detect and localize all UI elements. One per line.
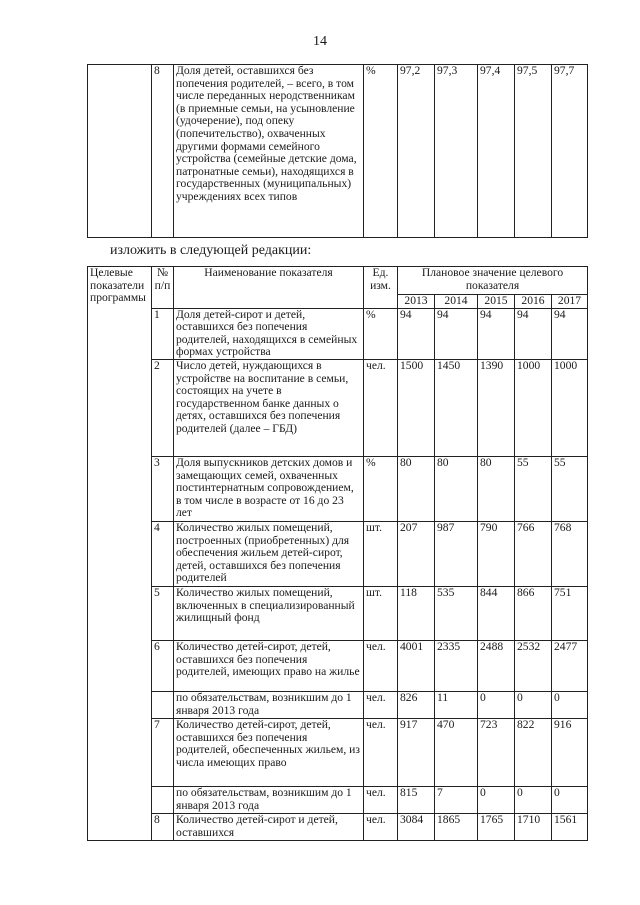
- value-2017: 94: [552, 308, 588, 359]
- value-2015: 97,4: [478, 65, 515, 238]
- value-2017: 97,7: [552, 65, 588, 238]
- value-2014: 7: [435, 786, 478, 813]
- value-2013: 207: [398, 521, 435, 586]
- table-row: [88, 691, 588, 718]
- value-2013: 826: [398, 691, 435, 718]
- header-year-2016: 2016: [515, 295, 552, 309]
- header-row: [88, 267, 588, 295]
- value-2013: 118: [398, 586, 435, 640]
- table-row: [88, 308, 588, 359]
- header-year-2017: 2017: [552, 295, 588, 309]
- unit: чел.: [364, 691, 398, 718]
- page-number: 14: [313, 34, 327, 49]
- row-number: 4: [152, 521, 174, 586]
- value-2016: 94: [515, 308, 552, 359]
- value-2015: 790: [478, 521, 515, 586]
- value-2014: 11: [435, 691, 478, 718]
- value-2017: 916: [552, 718, 588, 786]
- indicator-name: Доля детей, оставшихся без попечения родителей, – всего, в том числе переданных неродственникам (в приемные семьи, на усыновление (удочерение), под опеку (попечительство), охваченных другими формами семейного устройства (семейные детские дома, патронатные семьи), находящихся в государственных (муниципальных) учреждениях всех типов: [174, 65, 364, 238]
- value-2017: 1561: [552, 813, 588, 840]
- row-number: 6: [152, 640, 174, 691]
- indicator-name: Число детей, нуждающихся в устройстве на воспитание в семьи, состоящих на учете в государственном банке данных о детях, оставшихся без попечения родителей (далее – ГБД): [174, 359, 364, 456]
- indicator-name: Доля выпускников детских домов и замещающих семей, охваченных постинтернатным сопровождением, в том числе в возрасте от 16 до 23 лет: [174, 456, 364, 521]
- value-2014: 1865: [435, 813, 478, 840]
- table-row: [88, 640, 588, 691]
- value-2016: 0: [515, 786, 552, 813]
- header-planned-value: Плановое значение целевого показателя: [398, 267, 588, 295]
- table-row: [88, 65, 588, 238]
- indicator-name: Количество детей-сирот и детей, оставшихся: [174, 813, 364, 840]
- header-unit: Ед. изм.: [364, 267, 398, 309]
- value-2014: 535: [435, 586, 478, 640]
- value-2016: 766: [515, 521, 552, 586]
- unit: чел.: [364, 640, 398, 691]
- value-2017: 768: [552, 521, 588, 586]
- value-2015: 0: [478, 786, 515, 813]
- unit: %: [364, 308, 398, 359]
- value-2013: 4001: [398, 640, 435, 691]
- value-2017: 1000: [552, 359, 588, 456]
- header-year-2014: 2014: [435, 295, 478, 309]
- value-2014: 2335: [435, 640, 478, 691]
- value-2015: 2488: [478, 640, 515, 691]
- row-number: 8: [152, 65, 174, 238]
- value-2015: 94: [478, 308, 515, 359]
- unit: %: [364, 65, 398, 238]
- value-2013: 1500: [398, 359, 435, 456]
- unit: %: [364, 456, 398, 521]
- indicator-name: Количество жилых помещений, включенных в специализированный жилищный фонд: [174, 586, 364, 640]
- indicator-name: Количество детей-сирот, детей, оставшихся без попечения родителей, имеющих право на жилье: [174, 640, 364, 691]
- row-number: [152, 786, 174, 813]
- value-2013: 80: [398, 456, 435, 521]
- unit: чел.: [364, 813, 398, 840]
- table-row: [88, 456, 588, 521]
- unit: шт.: [364, 586, 398, 640]
- unit: чел.: [364, 786, 398, 813]
- header-name: Наименование показателя: [174, 267, 364, 309]
- indicator-name: Количество детей-сирот, детей, оставшихся без попечения родителей, обеспеченных жильем, из числа имеющих право: [174, 718, 364, 786]
- unit: чел.: [364, 718, 398, 786]
- row-number: 2: [152, 359, 174, 456]
- row-number: 3: [152, 456, 174, 521]
- table-row: [88, 586, 588, 640]
- value-2013: 917: [398, 718, 435, 786]
- value-2017: 751: [552, 586, 588, 640]
- value-2013: 815: [398, 786, 435, 813]
- table-row: [88, 521, 588, 586]
- value-2014: 97,3: [435, 65, 478, 238]
- value-2015: 723: [478, 718, 515, 786]
- value-2016: 1000: [515, 359, 552, 456]
- value-2016: 866: [515, 586, 552, 640]
- header-num: № п/п: [152, 267, 174, 309]
- indicator-name: по обязательствам, возникшим до 1 января 2013 года: [174, 691, 364, 718]
- value-2013: 97,2: [398, 65, 435, 238]
- value-2014: 1450: [435, 359, 478, 456]
- table-row: [88, 718, 588, 786]
- value-2017: 55: [552, 456, 588, 521]
- value-2014: 80: [435, 456, 478, 521]
- value-2014: 987: [435, 521, 478, 586]
- value-2017: 2477: [552, 640, 588, 691]
- header-year-2013: 2013: [398, 295, 435, 309]
- table-cell-empty: [88, 65, 152, 238]
- value-2013: 94: [398, 308, 435, 359]
- indicator-name: Доля детей-сирот и детей, оставшихся без попечения родителей, находящихся в семейных формах устройства: [174, 308, 364, 359]
- value-2016: 0: [515, 691, 552, 718]
- value-2016: 55: [515, 456, 552, 521]
- header-targets: Целевые показатели программы: [88, 267, 152, 841]
- row-number: [152, 691, 174, 718]
- row-number: 1: [152, 308, 174, 359]
- value-2014: 94: [435, 308, 478, 359]
- value-2015: 80: [478, 456, 515, 521]
- value-2015: 1765: [478, 813, 515, 840]
- value-2016: 2532: [515, 640, 552, 691]
- value-2016: 97,5: [515, 65, 552, 238]
- row-number: 5: [152, 586, 174, 640]
- indicator-name: Количество жилых помещений, построенных (приобретенных) для обеспечения жильем детей-сирот, детей, оставшихся без попечения родителей: [174, 521, 364, 586]
- row-number: 7: [152, 718, 174, 786]
- value-2017: 0: [552, 691, 588, 718]
- value-2017: 0: [552, 786, 588, 813]
- table-row: [88, 813, 588, 840]
- intro-text: изложить в следующей редакции:: [110, 243, 312, 258]
- value-2016: 822: [515, 718, 552, 786]
- table-row: [88, 786, 588, 813]
- value-2013: 3084: [398, 813, 435, 840]
- value-2015: 0: [478, 691, 515, 718]
- target-indicators-table: [87, 266, 588, 841]
- unit: чел.: [364, 359, 398, 456]
- indicator-name: по обязательствам, возникшим до 1 января 2013 года: [174, 786, 364, 813]
- header-year-2015: 2015: [478, 295, 515, 309]
- value-2015: 1390: [478, 359, 515, 456]
- value-2016: 1710: [515, 813, 552, 840]
- value-2015: 844: [478, 586, 515, 640]
- previous-indicator-table: [87, 64, 588, 238]
- row-number: 8: [152, 813, 174, 840]
- value-2014: 470: [435, 718, 478, 786]
- unit: шт.: [364, 521, 398, 586]
- table-row: [88, 359, 588, 456]
